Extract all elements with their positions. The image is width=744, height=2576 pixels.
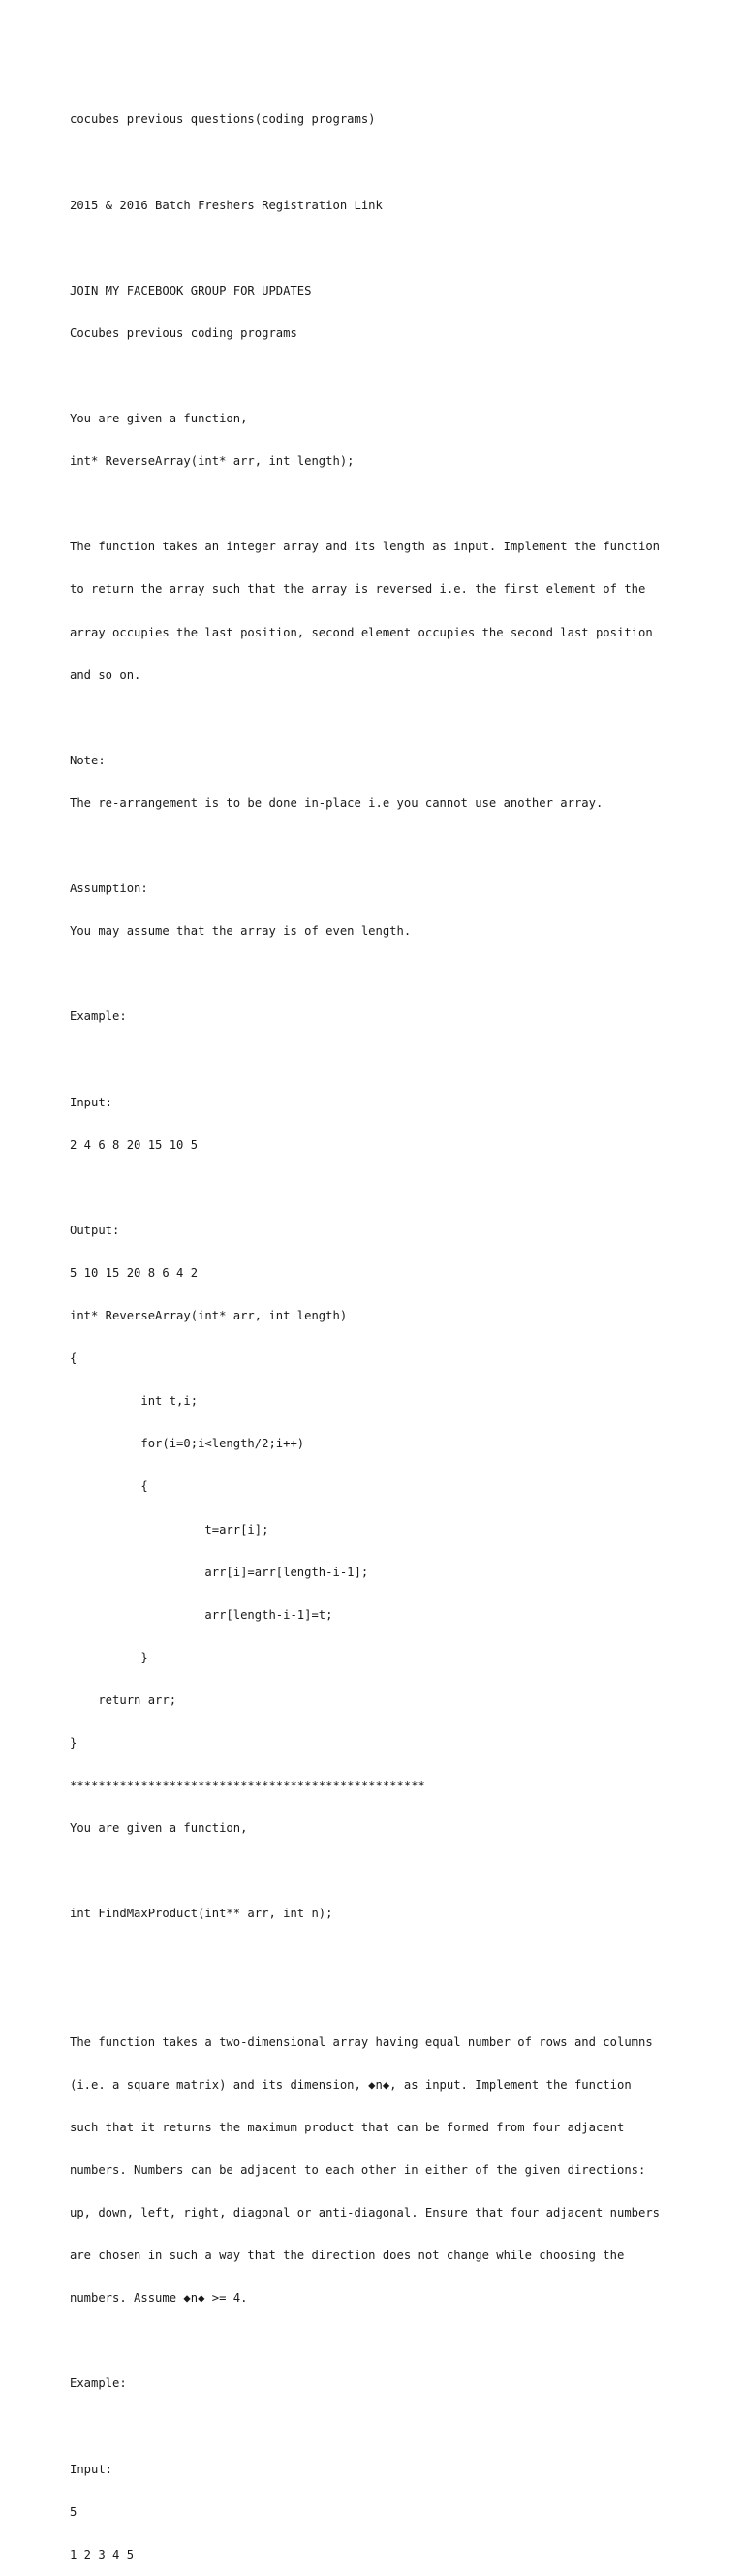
code-line: t=arr[i]; <box>70 1522 269 1536</box>
question-2-description: numbers. Numbers can be adjacent to each other in either of the given directions: <box>70 2162 646 2177</box>
blank-line <box>70 2334 709 2348</box>
blank-line <box>70 711 709 726</box>
input-values: 5 <box>70 2504 78 2519</box>
facebook-group-text: JOIN MY FACEBOOK GROUP FOR UPDATES <box>70 283 312 297</box>
note-text: The re-arrangement is to be done in-place i.e you cannot use another array. <box>70 795 604 810</box>
output-values: 5 10 15 20 8 6 4 2 <box>70 1265 199 1280</box>
blank-line <box>70 1949 709 1964</box>
document-title: cocubes previous questions(coding programs) <box>70 112 376 127</box>
code-line: } <box>70 1735 78 1750</box>
output-label: Output: <box>70 1223 120 1237</box>
question-2-signature: int FindMaxProduct(int** arr, int n); <box>70 1907 333 1921</box>
section-heading: Cocubes previous coding programs <box>70 326 297 340</box>
question-1-intro: You are given a function, <box>70 412 248 426</box>
question-2-intro: You are given a function, <box>70 1821 248 1836</box>
code-line: int t,i; <box>70 1394 199 1409</box>
question-2-description: up, down, left, right, diagonal or anti-diagonal. Ensure that four adjacent numbers <box>70 2206 661 2219</box>
code-line: arr[i]=arr[length-i-1]; <box>70 1565 369 1579</box>
document-body <box>70 84 709 2576</box>
code-line: { <box>70 1479 148 1494</box>
question-1-description: and so on. <box>70 667 141 682</box>
question-2-description: such that it returns the maximum product that can be formed from four adjacent <box>70 2120 625 2134</box>
note-label: Note: <box>70 753 106 767</box>
question-1-description: The function takes an integer array and its length as input. Implement the function <box>70 540 661 554</box>
input-label: Input: <box>70 1095 113 1109</box>
blank-line <box>70 497 709 512</box>
blank-line <box>70 1993 709 2007</box>
question-1-description: to return the array such that the array is reversed i.e. the first element of the <box>70 582 646 597</box>
blank-line <box>70 1864 709 1878</box>
blank-line <box>70 1181 709 1195</box>
blank-line <box>70 241 709 256</box>
blank-line <box>70 967 709 981</box>
code-line: int* ReverseArray(int* arr, int length) <box>70 1309 348 1323</box>
input-values: 1 2 3 4 5 <box>70 2547 135 2561</box>
input-values: 2 4 6 8 20 15 10 5 <box>70 1137 199 1152</box>
code-line: { <box>70 1351 78 1366</box>
registration-link-text: 2015 & 2016 Batch Freshers Registration Link <box>70 198 383 212</box>
blank-line <box>70 369 709 384</box>
example-label: Example: <box>70 1009 127 1024</box>
question-2-description: (i.e. a square matrix) and its dimension, ◆n◆, as input. Implement the function <box>70 2077 632 2092</box>
blank-line <box>70 156 709 171</box>
question-1-description: array occupies the last position, second element occupies the second last position <box>70 625 653 639</box>
question-2-description: The function takes a two-dimensional array having equal number of rows and columns <box>70 2034 653 2049</box>
blank-line <box>70 1052 709 1067</box>
blank-line <box>70 2419 709 2434</box>
code-line: return arr; <box>70 1692 177 1707</box>
assumption-text: You may assume that the array is of even length. <box>70 924 412 939</box>
code-line: for(i=0;i<length/2;i++) <box>70 1437 305 1451</box>
question-2-description: are chosen in such a way that the direction does not change while choosing the <box>70 2249 625 2263</box>
code-line: arr[length-i-1]=t; <box>70 1607 333 1622</box>
question-2-description: numbers. Assume ◆n◆ >= 4. <box>70 2291 248 2306</box>
question-1-signature: int* ReverseArray(int* arr, int length); <box>70 454 355 469</box>
separator: ************************************************** <box>70 1779 425 1793</box>
example-label: Example: <box>70 2376 127 2391</box>
assumption-label: Assumption: <box>70 882 148 896</box>
code-line: } <box>70 1650 148 1664</box>
input-label: Input: <box>70 2462 113 2476</box>
blank-line <box>70 839 709 853</box>
